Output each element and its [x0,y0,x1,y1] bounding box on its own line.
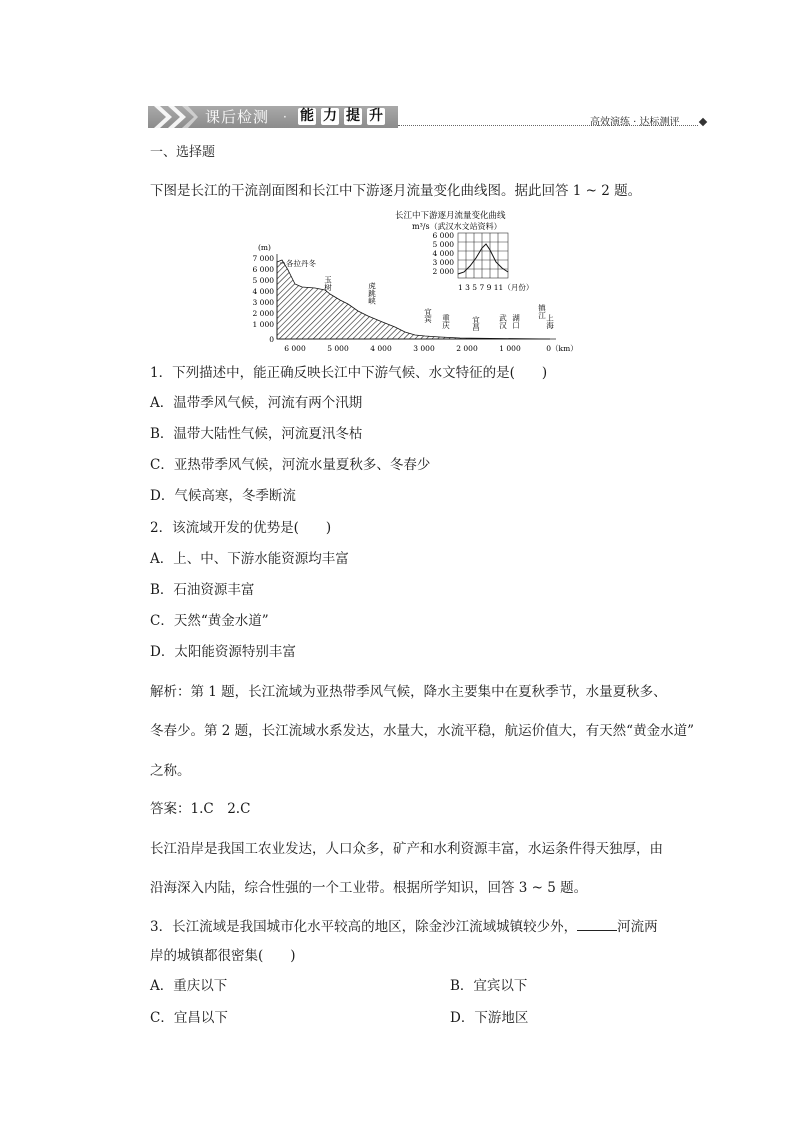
profile-xtick-6000: 6 000 [284,344,306,353]
place-hutiao: 虎跳峡 [367,282,377,305]
profile-ytick-2000: 2 000 [252,309,274,318]
intro-2-line-1: 长江沿岸是我国工农业发达，人口众多，矿产和水利资源丰富，水运条件得天独厚，由 [150,841,663,857]
profile-terrain [277,260,550,339]
q3-blank [577,917,617,931]
place-zhenjiang: 镇江 [537,304,547,319]
q1-option-c: C．亚热带季风气候，河流水量夏秋多、冬春少 [150,457,431,473]
q3-option-a: A．重庆以下 [150,978,228,994]
place-yibin: 宜宾 [423,308,433,323]
header-box-4: 升 [369,108,383,124]
q2-option-c: C．天然“黄金水道” [150,613,269,629]
inset-title: 长江中下游逐月流量变化曲线 [395,211,506,221]
profile-xtick-3000: 3 000 [413,344,435,353]
analysis-line-2: 冬春少。第 2 题，长江流域水系发达，水量大，水流平稳，航运价值大，有天然“黄金水道” [150,723,694,739]
q1-option-b: B．温带大陆性气候，河流夏汛冬枯 [150,426,363,442]
q2-option-a: A．上、中、下游水能资源均丰富 [150,551,349,567]
profile-xticks [284,344,577,353]
q2-option-d: D．太阳能资源特别丰富 [150,644,296,660]
profile-xtick-5000: 5 000 [327,344,349,353]
profile-xtick-0: 0（km） [546,344,578,353]
profile-ytick-0: 0 [269,335,274,344]
inset-ytick-2: 5 000 [432,240,454,249]
profile-ytick-4000: 4 000 [252,287,274,296]
header-dot: · [283,110,287,124]
place-shanghai: 上海 [545,314,555,329]
q1-stem: 1．下列描述中，能正确反映长江中下游气候、水文特征的是( ) [150,365,548,381]
inset-grid [458,233,508,278]
q1-option-a: A．温带季风气候，河流有两个汛期 [150,395,363,411]
inset-ytick-1: 6 000 [432,231,454,240]
inset-ytick-4: 3 000 [432,258,454,267]
q3-option-b: B．宜宾以下 [450,978,528,994]
profile-ytick-3000: 3 000 [252,298,274,307]
header-box-1: 能 [300,108,314,124]
header-title: 课后检测 [205,108,270,126]
chevron-double-icon [152,104,198,130]
diamond-icon [699,118,707,126]
q3-option-c: C．宜昌以下 [150,1010,228,1026]
inset-xlabel: 1 3 5 7 9 11（月份） [458,283,534,292]
place-yushu: 玉树 [323,276,333,291]
profile-yticks [253,254,275,344]
profile-ytick-1000: 1 000 [252,320,274,329]
figure [240,208,590,358]
q3-stem-a: 3．长江流域是我国城市化水平较高的地区，除金沙江流域城镇较少外， [150,919,578,935]
inset-flow-curve [458,244,508,274]
q3-stem-line-2: 岸的城镇都很密集( ) [150,948,296,964]
inset-ytick-5: 2 000 [432,267,454,276]
profile-ytick-6000: 6 000 [252,265,274,274]
header-right-label: 高效演练 · 达标测评 [590,117,680,128]
q2-option-b: B．石油资源丰富 [150,582,255,598]
header-box-3: 提 [346,108,360,124]
inset-unit: m³/s（武汉水文站资料） [412,222,502,231]
analysis-line-3: 之称。 [150,763,191,779]
q1-option-d: D．气候高寒，冬季断流 [150,488,296,504]
place-chongqing: 重庆 [441,314,451,329]
q2-stem: 2．该流域开发的优势是( ) [150,520,332,536]
header-box-2: 力 [323,108,337,124]
inset-ytick-3: 4 000 [432,249,454,258]
place-gela: 各拉丹冬 [286,259,316,268]
profile-xtick-4000: 4 000 [370,344,392,353]
section-heading: 一、选择题 [150,145,216,160]
q3-stem-b: 河流两 [617,919,658,935]
profile-ytick-5000: 5 000 [252,276,274,285]
place-hukou: 湖口 [511,314,521,329]
answer: 答案：1.C 2.C [150,801,251,817]
intro-2-line-2: 沿海深入内陆，综合性强的一个工业带。根据所学知识，回答 3 ~ 5 题。 [150,880,588,896]
profile-xtick-2000: 2 000 [456,344,478,353]
intro-1: 下图是长江的干流剖面图和长江中下游逐月流量变化曲线图。据此回答 1 ~ 2 题。 [150,183,642,199]
analysis-line-1: 解析：第 1 题，长江流域为亚热带季风气候，降水主要集中在夏秋季节，水量夏秋多、 [150,684,667,700]
profile-xtick-1000: 1 000 [499,344,521,353]
profile-ytick-7000: 7 000 [252,254,274,263]
q3-option-d: D．下游地区 [450,1010,529,1026]
profile-yunit: (m) [258,243,271,252]
place-yichang: 宜昌 [471,316,481,331]
place-wuhan: 武汉 [498,314,508,329]
q3-stem-line-1 [150,917,658,936]
